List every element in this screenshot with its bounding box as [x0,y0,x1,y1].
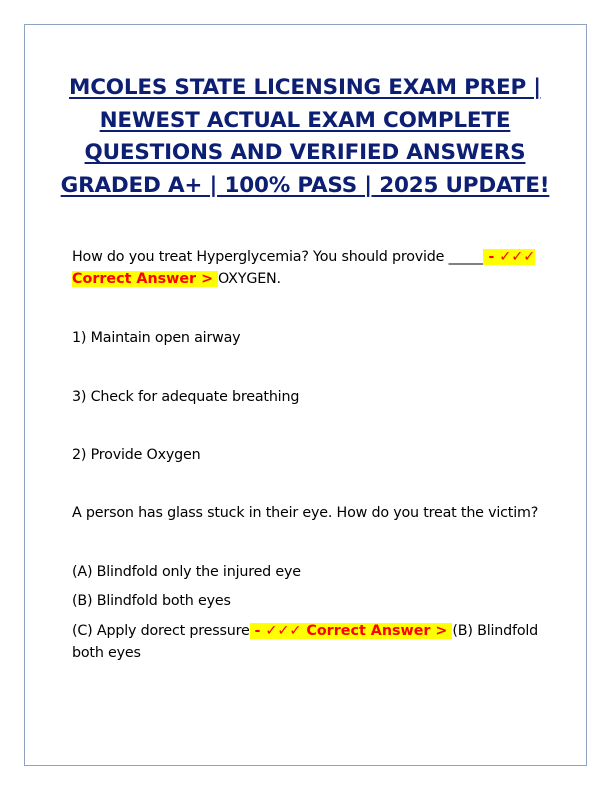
question-1-answer: OXYGEN. [218,271,281,287]
step-1: 1) Maintain open airway [72,330,241,346]
option-b: (B) Blindfold both eyes [72,593,231,609]
correct-answer-marker: - ✓✓✓ Correct Answer > [249,623,453,639]
step-3: 3) Check for adequate breathing [72,389,300,405]
step-2: 2) Provide Oxygen [72,447,201,463]
question-2: A person has glass stuck in their eye. How do you treat the victim? [72,505,539,521]
option-a: (A) Blindfold only the injured eye [72,564,301,580]
option-c [72,620,550,664]
question-1 [72,246,550,290]
question-1-text: How do you treat Hyperglycemia? You should provide _____ [72,249,484,265]
document-title: MCOLES STATE LICENSING EXAM PREP | NEWEST ACTUAL EXAM COMPLETE QUESTIONS AND VERIFIED ANSWERS GRADED A+ | 100% PASS | 2025 UPDATE! [60,75,550,198]
option-c-text: (C) Apply dorect pressure [72,623,250,639]
question-2-answer: (B) Blindfold both eyes [72,623,539,661]
correct-answer-marker: - ✓✓✓ Correct Answer > [72,249,536,287]
